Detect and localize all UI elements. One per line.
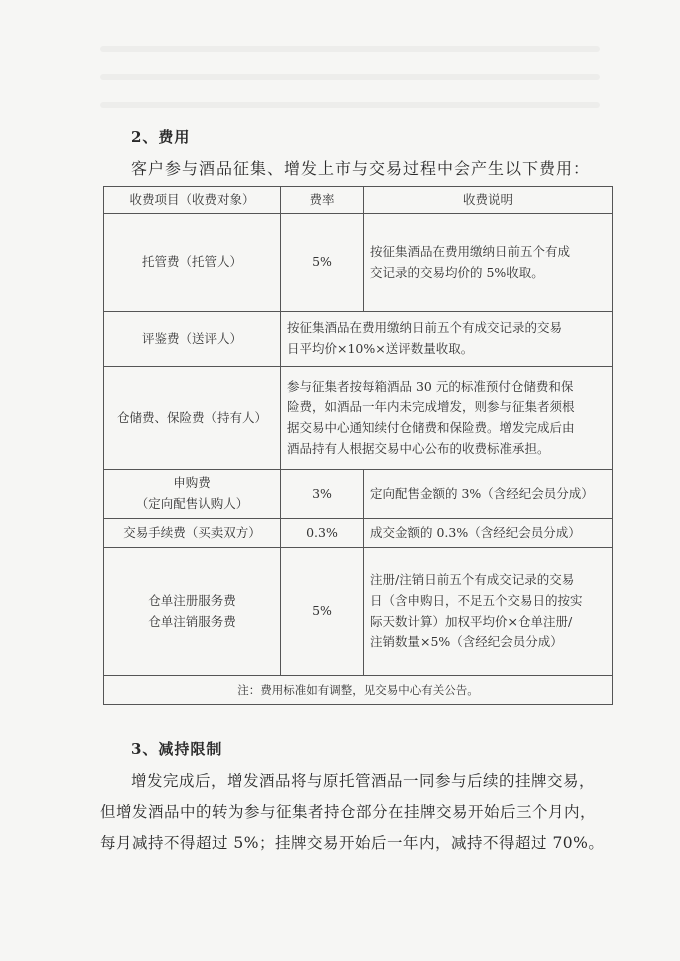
fee-table-header-row [104,187,613,214]
fee-description-line: 日（含申购日，不足五个交易日的按实 [370,592,583,608]
table-row [104,214,613,312]
fee-description-line: 参与征集者按每箱酒品 30 元的标准预付仓储费和保 [287,378,574,394]
fee-description-cell [364,214,613,312]
section-2-intro: 客户参与酒品征集、增发上市与交易过程中会产生以下费用： [131,159,591,178]
fee-item-cell [104,367,281,470]
fee-description-cell [281,367,613,470]
paragraph-line: 但增发酒品中的转为参与征集者持仓部分在挂牌交易开始后三个月内， [100,803,597,821]
section-2-heading: 2、费用 [131,128,191,146]
fee-description-line: 成交金额的 0.3%（含经纪会员分成） [370,524,581,540]
fee-rate-cell: 5% [281,214,364,312]
fee-description-line: 按征集酒品在费用缴纳日前五个有成 [370,243,571,259]
fee-table [103,186,613,705]
section-3-heading: 3、减持限制 [131,740,223,758]
fee-description-cell [364,470,613,519]
fee-item-cell [104,519,281,548]
fee-item-cell [104,214,281,312]
fee-item-text: 托管费（托管人） [141,254,242,270]
fee-item-cell [104,312,281,367]
table-note: 注：费用标准如有调整，见交易中心有关公告。 [104,676,613,705]
bleed-through-mark [100,102,600,108]
fee-item-text: （定向配售认购人） [135,496,249,511]
fee-description-line: 定向配售金额的 3%（含经纪会员分成） [370,485,594,501]
table-note-row [104,676,613,705]
bleed-through-mark [100,46,600,52]
fee-rate-cell: 3% [281,470,364,519]
fee-rate-cell: 0.3% [281,519,364,548]
fee-description-line: 按征集酒品在费用缴纳日前五个有成交记录的交易 [287,320,563,336]
fee-item-cell [104,470,281,519]
fee-description-cell [364,548,613,676]
fee-description-cell [364,519,613,548]
table-row [104,519,613,548]
fee-description-line: 酒品持有人根据交易中心公布的收费标准承担。 [287,440,550,456]
fee-description-line: 据交易中心通知续付仓储费和保险费。增发完成后由 [287,420,575,435]
header-fee-item: 收费项目（收费对象） [104,187,281,214]
fee-item-cell [104,548,281,676]
paragraph-line: 每月减持不得超过 5%；挂牌交易开始后一年内，减持不得超过 70%。 [100,834,605,852]
table-row [104,548,613,676]
fee-rate-cell: 5% [281,548,364,676]
fee-description-line: 际天数计算）加权平均价×仓单注册/ [370,613,573,629]
header-rate: 费率 [281,187,364,214]
fee-item-text: 仓单注册服务费 [148,592,236,608]
fee-description-line: 日平均价×10%×送评数量收取。 [287,341,474,356]
fee-description-line: 险费，如酒品一年内未完成增发，则参与征集者须根 [287,399,575,415]
fee-description-cell [281,312,613,367]
table-row [104,312,613,367]
fee-item-text: 申购费 [173,475,211,491]
section-3-paragraph [100,766,605,859]
fee-item-text: 交易手续费（买卖双方） [123,524,261,540]
fee-item-text: 仓储费、保险费（持有人） [116,409,267,425]
bleed-through-mark [100,74,600,80]
table-row [104,470,613,519]
table-row [104,367,613,470]
fee-description-line: 注册/注销日前五个有成交记录的交易 [370,572,575,588]
paragraph-line: 增发完成后，增发酒品将与原托管酒品一同参与后续的挂牌交易， [131,772,596,790]
fee-description-line: 交记录的交易均价的 5%收取。 [370,264,544,280]
fee-item-text: 评鉴费（送评人） [141,330,242,346]
fee-description-line: 注销数量×5%（含经纪会员分成） [370,634,563,650]
header-description: 收费说明 [364,187,613,214]
fee-item-text: 仓单注销服务费 [148,613,236,629]
